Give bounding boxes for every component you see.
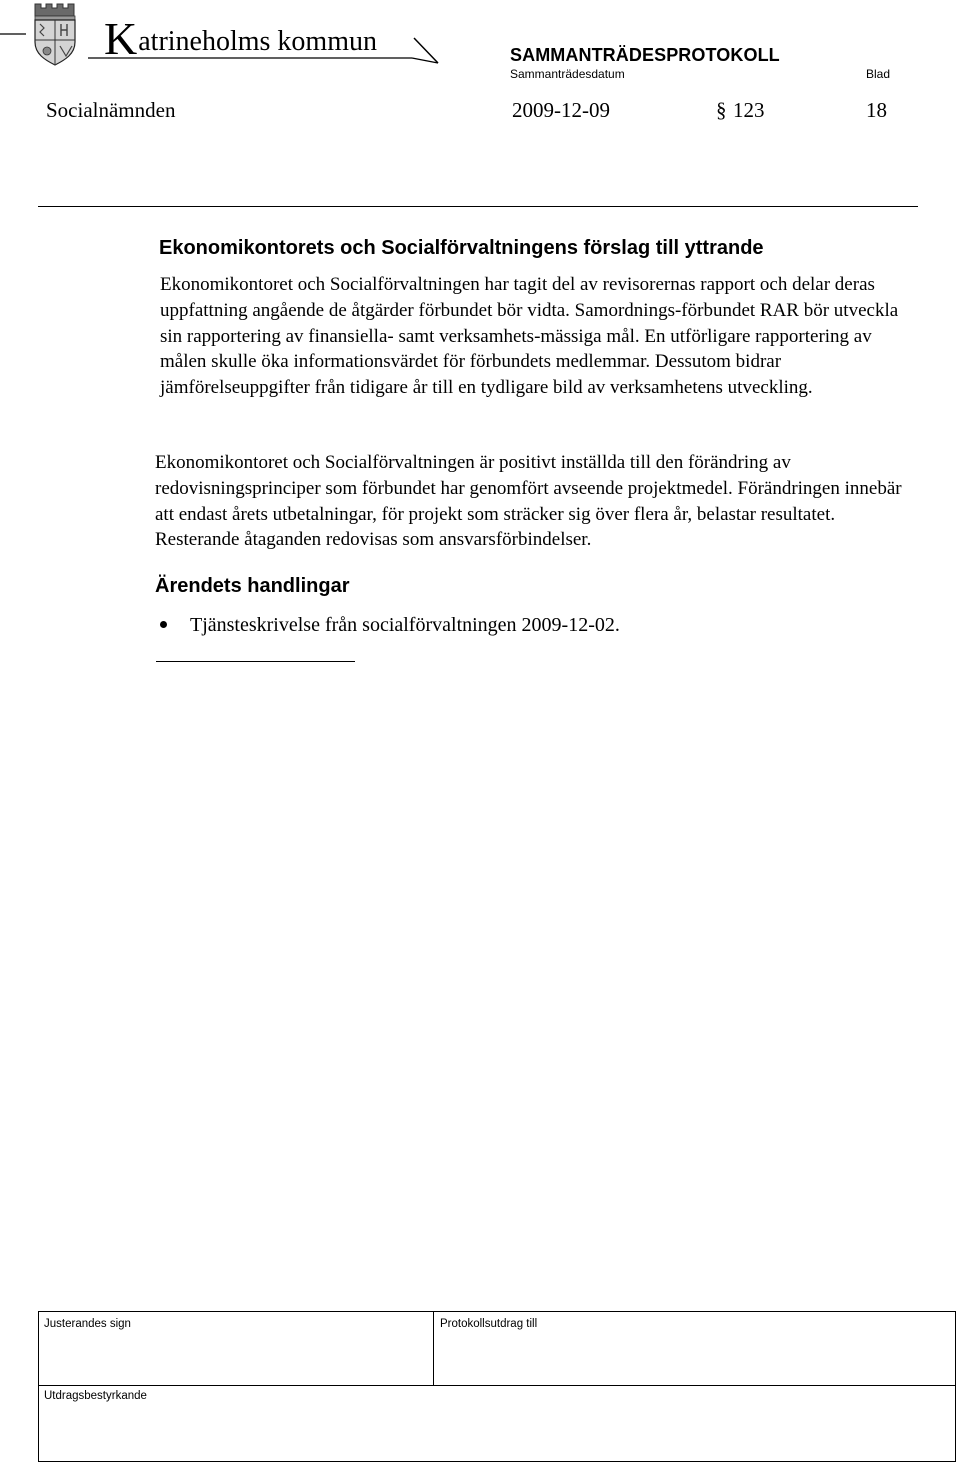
signature-box-divider bbox=[433, 1312, 434, 1385]
meeting-date-label: Sammanträdesdatum bbox=[510, 67, 625, 81]
proposal-paragraph-2: Ekonomikontoret och Socialförvaltningen är positivt inställda till den förändring av redovisningsprinciper som förbundet har genomfört avseende projektmedel. Förändringen innebär att endast årets utbetalningar, för projekt som sträcker sig över flera år, belastar resultatet. Resterande åtaganden redovisas som ansvarsförbindelser. bbox=[155, 452, 902, 551]
list-item bbox=[160, 614, 620, 637]
section-sign: § bbox=[716, 98, 727, 122]
bullet-icon bbox=[160, 621, 167, 628]
header-divider bbox=[38, 206, 918, 207]
document-reference: Tjänsteskrivelse från socialförvaltningen 2009-12-02. bbox=[190, 614, 620, 636]
case-documents-heading: Ärendets handlingar bbox=[155, 575, 350, 597]
organization-name-initial: K bbox=[104, 13, 138, 64]
organization-name bbox=[104, 13, 377, 64]
organization-name-rest: atrineholms kommun bbox=[138, 26, 377, 57]
meeting-date: 2009-12-09 bbox=[512, 98, 610, 122]
page-label: Blad bbox=[866, 67, 891, 81]
document-type-title: SAMMANTRÄDESPROTOKOLL bbox=[510, 45, 780, 65]
case-documents-list bbox=[160, 614, 620, 637]
proposal-paragraph-1: Ekonomikontoret och Socialförvaltningen har tagit del av revisorernas rapport och delar deras uppfattning angående de åtgärder förbundet bör vidta. Samordnings-förbundet RAR bör utveckla sin rapportering av finansiella- samt verksamhets-mässiga mål. En utförligare rapportering av målen skulle öka informationsvärdet för förbundets medlemmar. Dessutom bidrar jämförelseuppgifter från tidigare år till en tydligare bild av verksamhetens utveckling. bbox=[160, 274, 899, 399]
signature-box bbox=[38, 1311, 956, 1462]
section-number: 123 bbox=[733, 98, 765, 122]
adjuster-signature-field: Justerandes sign bbox=[44, 1318, 131, 1330]
extract-certification-field: Utdragsbestyrkande bbox=[44, 1390, 147, 1402]
signature-box-row-divider bbox=[38, 1385, 956, 1386]
committee-name: Socialnämnden bbox=[46, 98, 176, 122]
proposal-heading: Ekonomikontorets och Socialförvaltningens förslag till yttrande bbox=[159, 237, 764, 259]
extract-recipients-field: Protokollsutdrag till bbox=[440, 1318, 538, 1330]
page-number: 18 bbox=[866, 98, 887, 122]
end-of-section-rule bbox=[156, 661, 355, 662]
